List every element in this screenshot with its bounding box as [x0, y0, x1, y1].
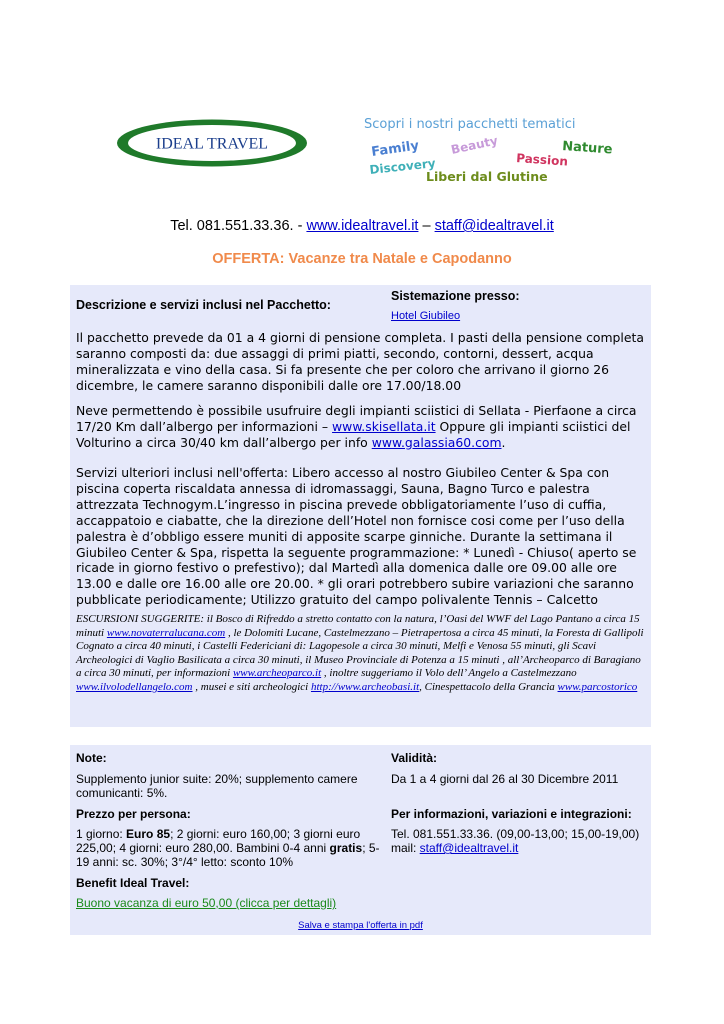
price-text-2: ; 2 giorni: euro 160,00; 3 giorni euro 225,00; 4 giorni: euro 280,00. Bambini 0-4 anni — [76, 827, 361, 855]
benefit-heading: Benefit Ideal Travel: — [76, 876, 190, 890]
price-children-free: gratis — [329, 841, 363, 855]
package-paragraph-spa: Servizi ulteriori inclusi nell'offerta: Libero accesso al nostro Giubileo Center & Spa con piscina coperta riscaldata annessa di idromassaggi, Sauna, Bagno Turco e palestra attrezzata Technogym.L’ingresso in piscina prevede obbligatoriamente l’uso di cuffia, accappatoio e ciabatte, che la direzione dell’Hotel non fornisce cosi come per l’uso della palestra è d’obbligo essere muniti di apposite scarpe ginniche. Durante la settimana il Giubileo Center & Spa, rispetta la seguente programmazione: * Lunedì - Chiuso( aperto se ricade in giorno festivo o prefestivo); dal Martedì alla domenica dalle ore 09.00 alle ore 13.00 e dalle ore 16.00 alle ore 20.00. * gli orari potrebbero subire variazioni che saranno pubblicate periodicamente; Utilizzo gratuito del campo polivalente Tennis – Calcetto — [76, 465, 637, 608]
ski-text-2: Oppure gli impianti sciistici del Volturino a circa 30/40 km dall’albergo per info — [76, 418, 631, 450]
offer-title: OFFERTA: Vacanze tra Natale e Capodanno — [212, 251, 512, 267]
info-heading: Per informazioni, variazioni e integrazioni: — [391, 807, 632, 821]
ski-text-1: Neve permettendo è possibile usufruire degli impianti sciistici di Sellata - Pierfaone a circa 17/20 Km dall’albergo per informazioni – — [76, 403, 637, 434]
price-text — [76, 827, 386, 869]
ideal-travel-logo — [115, 118, 309, 168]
package-paragraph-ski — [76, 403, 646, 451]
info-tel: Tel. 081.551.33.36. (09,00-13,00; 15,00-19,00) — [391, 827, 640, 841]
package-paragraph-meals: Il pacchetto prevede da 01 a 4 giorni di pensione completa. I pasti della pensione completa saranno composti da: due assaggi di primi piatti, secondo, contorni, dessert, acqua mineralizzata e vino della casa. Si fa presente che per coloro che arrivano il giorno 26 dicembre, le camere saranno disponibili dalle ore 17.00/18.00 — [76, 330, 644, 393]
parcostorico-link[interactable]: www.parcostorico — [557, 680, 638, 693]
excursions-text-3: , inoltre suggeriamo il Volo dell’ Angelo a Castelmezzano — [321, 667, 577, 680]
themes-title: Scopri i nostri pacchetti tematici — [364, 117, 576, 132]
excursions-text-1: ESCURSIONI SUGGERITE: il Bosco di Rifreddo a stretto contatto con la natura, l’Oasi del WWF del Lago Pantano a circa 15 minuti — [76, 613, 640, 639]
hotel-link[interactable]: Hotel Giubileo — [391, 310, 461, 322]
archeobasi-link[interactable]: http://www.archeobasi.it — [310, 680, 420, 693]
details-box — [70, 745, 651, 935]
contact-tel: Tel. 081.551.33.36. - — [170, 218, 307, 234]
note-heading: Note: — [76, 751, 107, 765]
info-email-link[interactable]: staff@idealtravel.it — [419, 841, 519, 855]
email-link[interactable]: staff@idealtravel.it — [434, 218, 554, 234]
theme-family: Family — [370, 138, 420, 160]
validity-text: Da 1 a 4 giorni dal 26 al 30 Dicembre 2011 — [391, 772, 619, 786]
info-text — [391, 827, 649, 855]
theme-passion: Passion — [515, 151, 569, 169]
excursions-text-5: , Cinespettacolo della Grancia — [419, 680, 558, 693]
excursions-text-4: , musei e siti archeologici — [192, 680, 311, 693]
theme-beauty: Beauty — [449, 133, 500, 157]
info-mail-prefix: mail: — [391, 841, 420, 855]
thematic-packages-banner[interactable] — [360, 110, 630, 192]
ski-text-3: . — [501, 434, 506, 450]
theme-nature: Nature — [561, 139, 614, 158]
note-text: Supplemento junior suite: 20%; supplemento camere comunicanti: 5%. — [76, 772, 358, 800]
website-link[interactable]: www.idealtravel.it — [306, 218, 419, 234]
logo-text: IDEAL TRAVEL — [155, 135, 269, 153]
package-box — [70, 285, 651, 727]
price-one-day: Euro 85 — [126, 827, 171, 841]
archeoparco-link[interactable]: www.archeoparco.it — [232, 667, 322, 680]
theme-discovery: Discovery — [368, 156, 437, 177]
description-heading: Descrizione e servizi inclusi nel Pacchetto: — [76, 298, 331, 312]
ilvolodellangelo-link[interactable]: www.ilvolodellangelo.com — [76, 680, 193, 693]
pdf-save-link[interactable]: Salva e stampa l'offerta in pdf — [298, 920, 423, 931]
excursions-paragraph — [76, 613, 648, 695]
excursions-text-2: , le Dolomiti Lucane, Castelmezzano – Pietrapertosa a circa 45 minuti, la Foresta di Gallipoli Cognato a circa 40 minuti, i Castelli Federiciani di: Lagopesole a circa 30 minuti, Melfi e Venosa 55 minuti, gli Scavi Archeologici di Vaglio Basilicata a circa 30 minuti, il Museo Provinciale di Potenza a 15 minuti , all’Archeoparco di Baragiano a circa 30 minuti, per informazioni — [76, 626, 644, 680]
benefit-link[interactable]: Buono vacanza di euro 50,00 (clicca per dettagli) — [76, 896, 337, 910]
contact-line — [0, 218, 724, 234]
price-text-1: 1 giorno: — [76, 827, 127, 841]
accommodation-heading: Sistemazione presso: — [391, 289, 520, 303]
info-mail-line — [391, 841, 649, 855]
price-heading: Prezzo per persona: — [76, 807, 191, 821]
theme-gluten-free: Liberi dal Glutine — [426, 169, 548, 184]
validity-heading: Validità: — [391, 751, 438, 765]
contact-separator: – — [418, 218, 435, 234]
galassia60-link[interactable]: www.galassia60.com — [371, 434, 502, 450]
skisellata-link[interactable]: www.skisellata.it — [332, 418, 436, 434]
novaterralucana-link[interactable]: www.novaterralucana.com — [106, 626, 226, 639]
price-text-3: ; 5-19 anni: sc. 30%; 3°/4° letto: sconto 10% — [76, 841, 380, 869]
